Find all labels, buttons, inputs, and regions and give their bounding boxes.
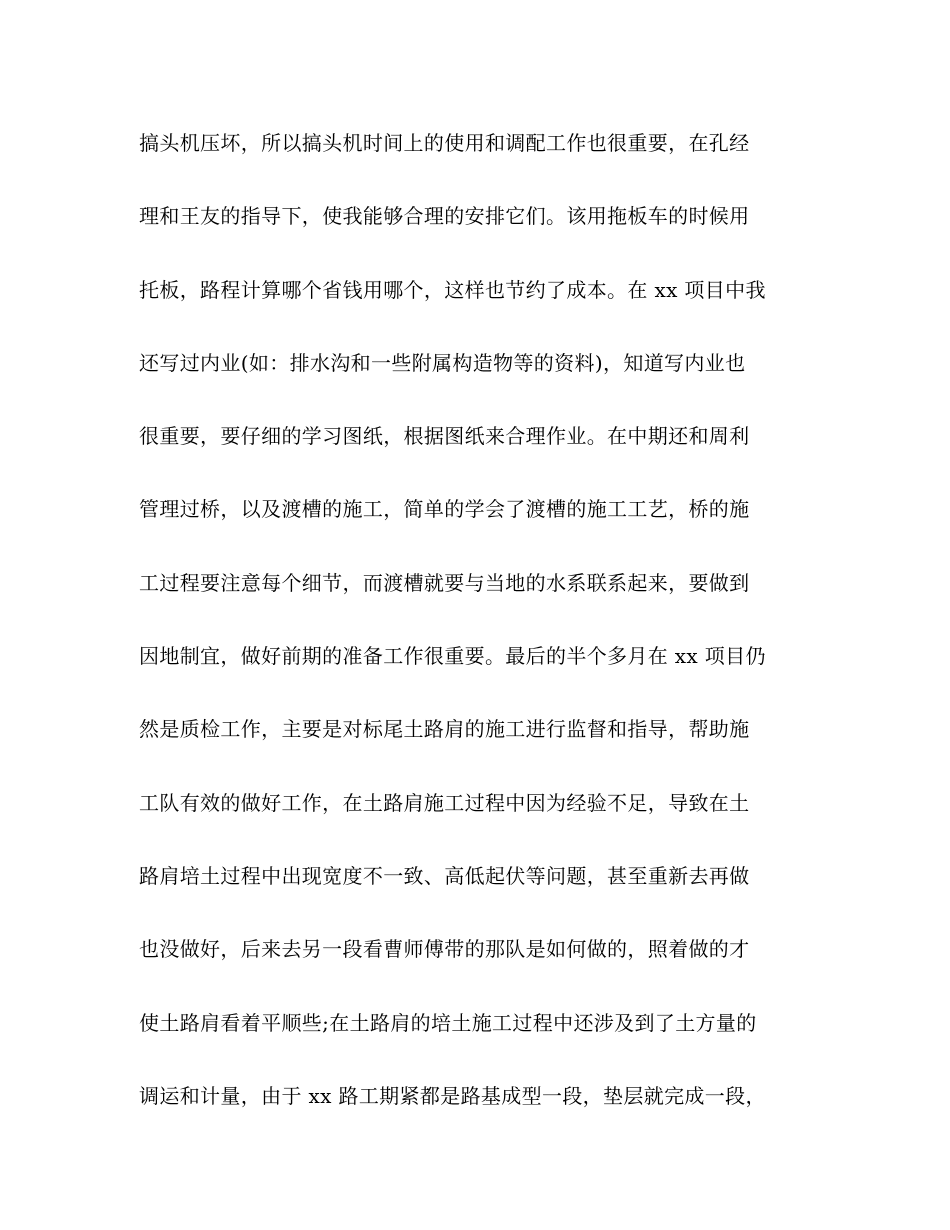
text-line: 然是质检工作，主要是对标尾土路肩的施工进行监督和指导，帮助施 <box>139 717 750 742</box>
text-line: 工过程要注意每个细节，而渡槽就要与当地的水系联系起来，要做到 <box>139 570 750 595</box>
text-line: 搞头机压坏，所以搞头机时间上的使用和调配工作也很重要，在孔经 <box>139 131 750 155</box>
text-line: 理和王友的指导下，使我能够合理的安排它们。该用拖板车的时候用 <box>139 204 750 229</box>
text-line: 托板，路程计算哪个省钱用哪个，这样也节约了成本。在 xx 项目中我 <box>139 277 766 302</box>
body-text <box>139 122 819 1148</box>
text-line: 工队有效的做好工作，在土路肩施工过程中因为经验不足，导致在土 <box>139 790 750 815</box>
text-line: 管理过桥，以及渡槽的施工，简单的学会了渡槽的施工工艺，桥的施 <box>139 497 750 522</box>
text-line: 调运和计量，由于 xx 路工期紧都是路基成型一段，垫层就完成一段， <box>139 1083 766 1108</box>
text-line: 使土路肩看着平顺些;在土路肩的培土施工过程中还涉及到了土方量的 <box>139 1010 757 1035</box>
text-line: 也没做好，后来去另一段看曹师傅带的那队是如何做的，照着做的才 <box>139 937 750 962</box>
text-line: 还写过内业(如：排水沟和一些附属构造物等的资料)，知道写内业也 <box>139 350 746 375</box>
text-line: 很重要，要仔细的学习图纸，根据图纸来合理作业。在中期还和周利 <box>139 424 750 449</box>
text-line: 因地制宜，做好前期的准备工作很重要。最后的半个多月在 xx 项目仍 <box>139 644 766 669</box>
text-line: 路肩培土过程中出现宽度不一致、高低起伏等问题，甚至重新去再做 <box>139 863 750 888</box>
